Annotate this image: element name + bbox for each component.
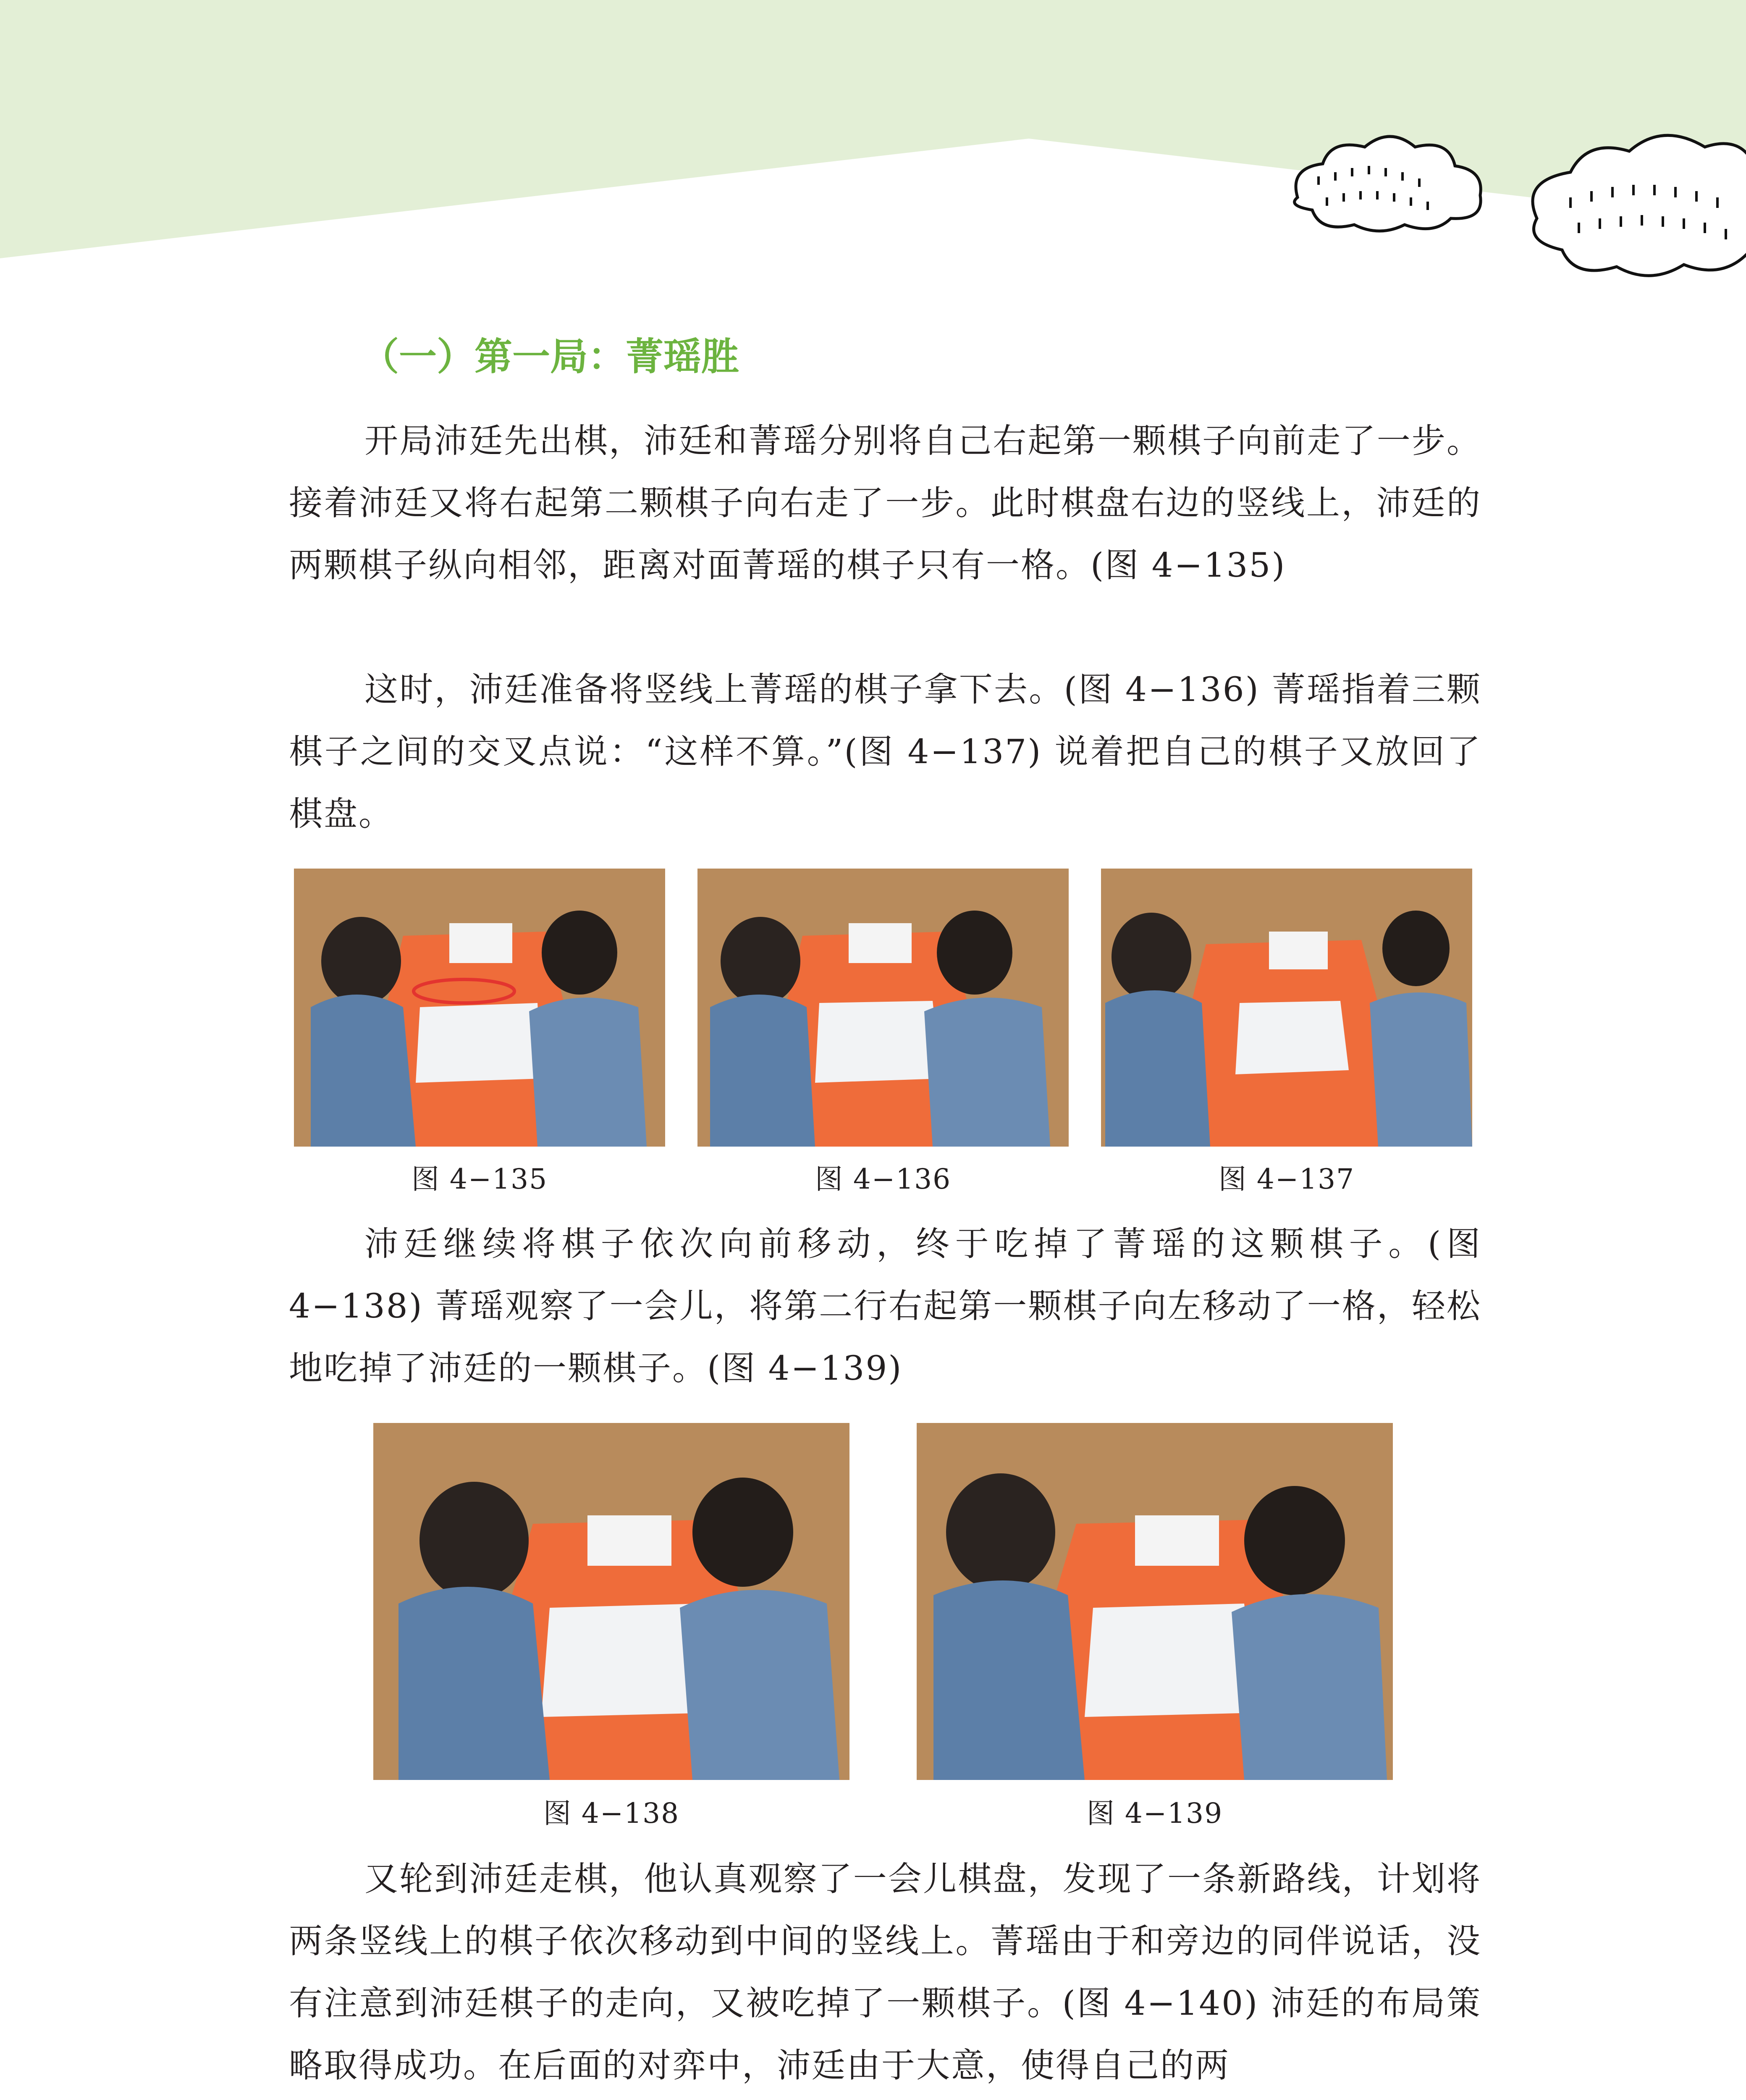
top-green-band: [0, 0, 1746, 258]
figure-caption-4-137: 图 4−137: [1218, 1163, 1355, 1195]
figure-photo-4-138: [373, 1423, 849, 1780]
paragraph-1: 开局沛廷先出棋，沛廷和菁瑶分别将自己右起第一颗棋子向前走了一步。接着沛廷又将右起第二颗棋子向右走了一步。此时棋盘右边的竖线上，沛廷的两颗棋子纵向相邻，距离对面菁瑶的棋子只有一格。(图 4−135): [289, 421, 1481, 585]
figure-caption-4-136: 图 4−136: [815, 1163, 952, 1195]
figure-caption-4-138: 图 4−138: [543, 1797, 680, 1830]
section-heading: （一）第一局：菁瑶胜: [361, 335, 739, 379]
paragraph-2: 这时，沛廷准备将竖线上菁瑶的棋子拿下去。(图 4−136) 菁瑶指着三颗棋子之间的交叉点说：“这样不算。”(图 4−137) 说着把自己的棋子又放回了棋盘。: [289, 670, 1481, 833]
figure-photo-4-137: [1101, 869, 1472, 1147]
paragraph-4: 又轮到沛廷走棋，他认真观察了一会儿棋盘，发现了一条新路线，计划将两条竖线上的棋子依次移动到中间的竖线上。菁瑶由于和旁边的同伴说话，没有注意到沛廷棋子的走向，又被吃掉了一颗棋子。(图 4−140) 沛廷的布局策略取得成功。在后面的对弈中，沛廷由于大意，使得自己的两: [289, 1859, 1481, 2085]
paragraph-3: 沛廷继续将棋子依次向前移动，终于吃掉了菁瑶的这颗棋子。(图 4−138) 菁瑶观察了一会儿，将第二行右起第一颗棋子向左移动了一格，轻松地吃掉了沛廷的一颗棋子。(图 4−139): [289, 1224, 1481, 1388]
figure-caption-4-135: 图 4−135: [411, 1163, 548, 1195]
figure-caption-4-139: 图 4−139: [1086, 1797, 1223, 1830]
figure-photo-4-139: [917, 1423, 1393, 1780]
figure-photo-4-136: [697, 869, 1069, 1147]
figure-photo-4-135: [294, 869, 665, 1147]
